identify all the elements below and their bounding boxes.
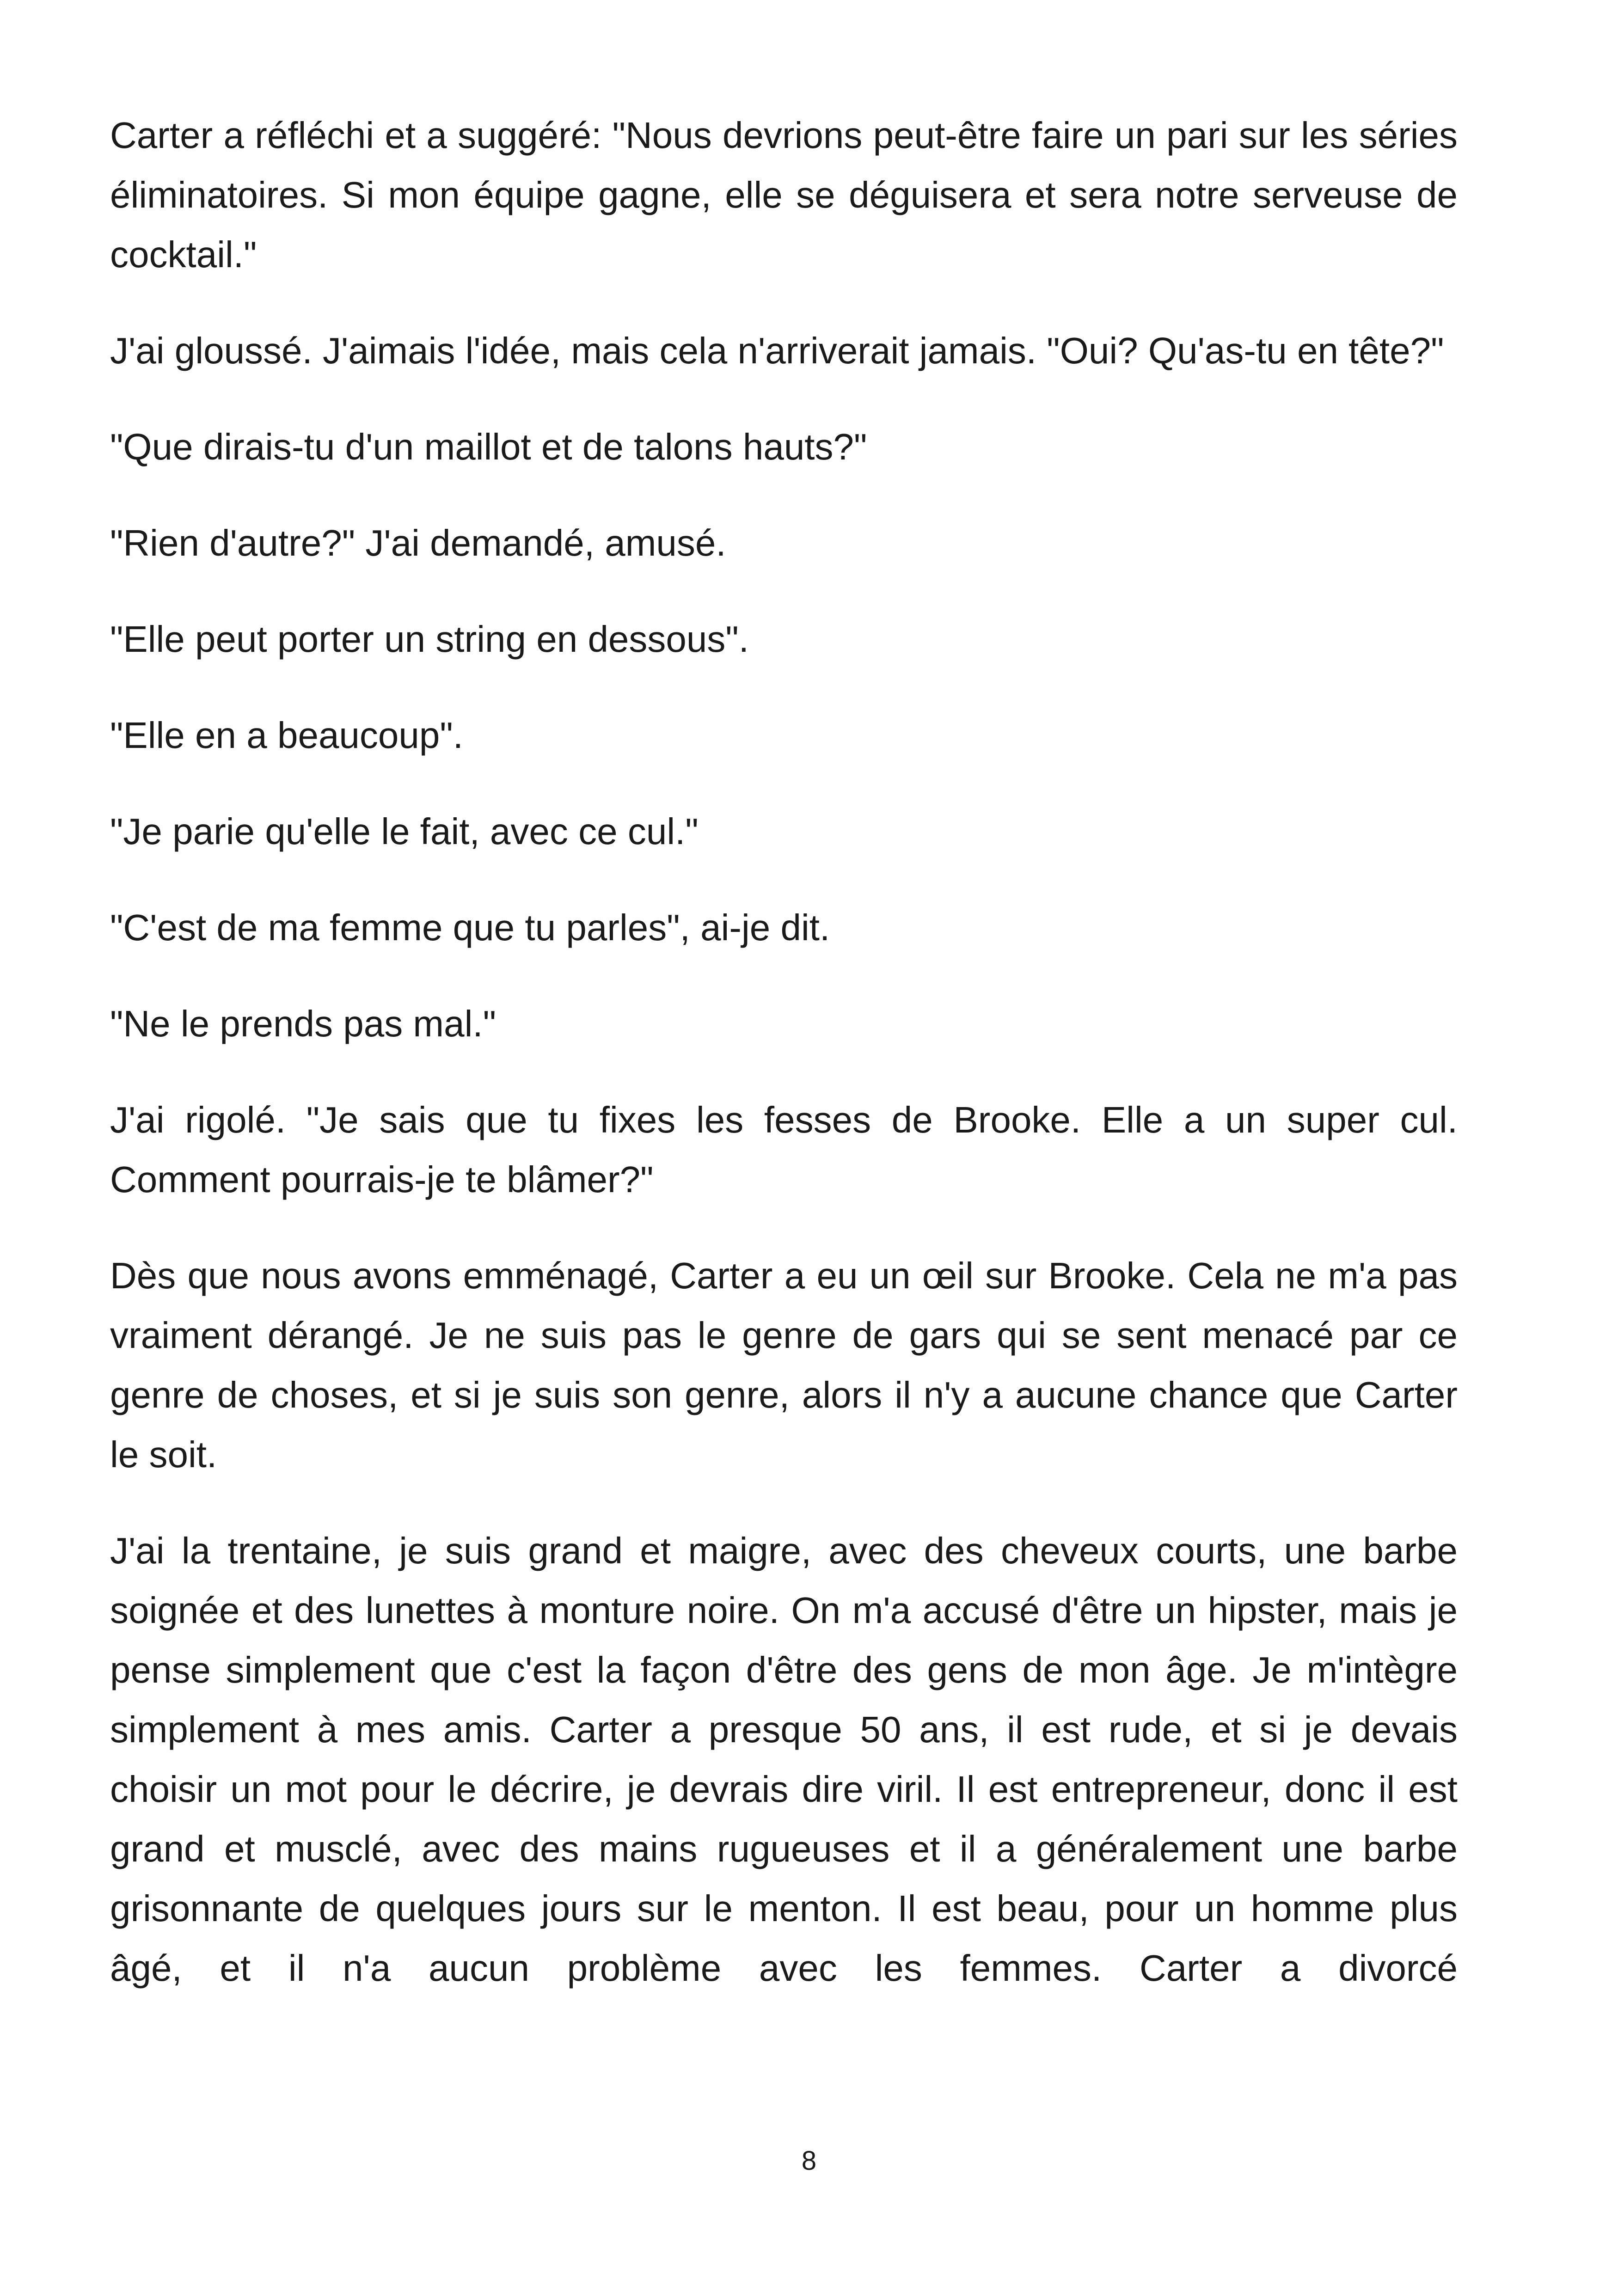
paragraph: "Rien d'autre?" J'ai demandé, amusé. xyxy=(110,522,726,563)
page-number: 8 xyxy=(801,2146,817,2176)
paragraph: Dès que nous avons emménagé, Carter a eu un œil sur Brooke. Cela ne m'a pas vraiment dérangé. Je ne suis pas le genre de gars qui se sent menacé par ce genre de choses, et si je suis son genre, alors il n'y a aucune chance que Carter le soit. xyxy=(110,1255,1458,1475)
paragraph: "Je parie qu'elle le fait, avec ce cul." xyxy=(110,811,699,852)
paragraph: "C'est de ma femme que tu parles", ai-je dit. xyxy=(110,907,830,948)
paragraph: "Ne le prends pas mal." xyxy=(110,1003,496,1044)
paragraph: "Que dirais-tu d'un maillot et de talons hauts?" xyxy=(110,426,867,467)
paragraph: "Elle peut porter un string en dessous". xyxy=(110,618,749,660)
paragraph: Carter a réfléchi et a suggéré: "Nous devrions peut-être faire un pari sur les séries éliminatoires. Si mon équipe gagne, elle se déguisera et sera notre serveuse de cocktail." xyxy=(110,115,1458,275)
paragraph: J'ai rigolé. "Je sais que tu fixes les fesses de Brooke. Elle a un super cul. Comment pourrais-je te blâmer?" xyxy=(110,1099,1458,1200)
paragraph: J'ai gloussé. J'aimais l'idée, mais cela n'arriverait jamais. "Oui? Qu'as-tu en tête?" xyxy=(110,330,1444,371)
body-text xyxy=(110,105,1458,1998)
paragraph: "Elle en a beaucoup". xyxy=(110,715,464,756)
paragraph: J'ai la trentaine, je suis grand et maigre, avec des cheveux courts, une barbe soignée et des lunettes à monture noire. On m'a accusé d'être un hipster, mais je pense simplement que c'est la façon d'être des gens de mon âge. Je m'intègre simplement à mes amis. Carter a presque 50 ans, il est rude, et si je devais choisir un mot pour le décrire, je devrais dire viril. Il est entrepreneur, donc il est grand et musclé, avec des mains rugueuses et il a généralement une barbe grisonnante de quelques jours sur le menton. Il est beau, pour un homme plus âgé, et il n'a aucun problème avec les femmes. Carter a divorcé xyxy=(110,1530,1458,1989)
